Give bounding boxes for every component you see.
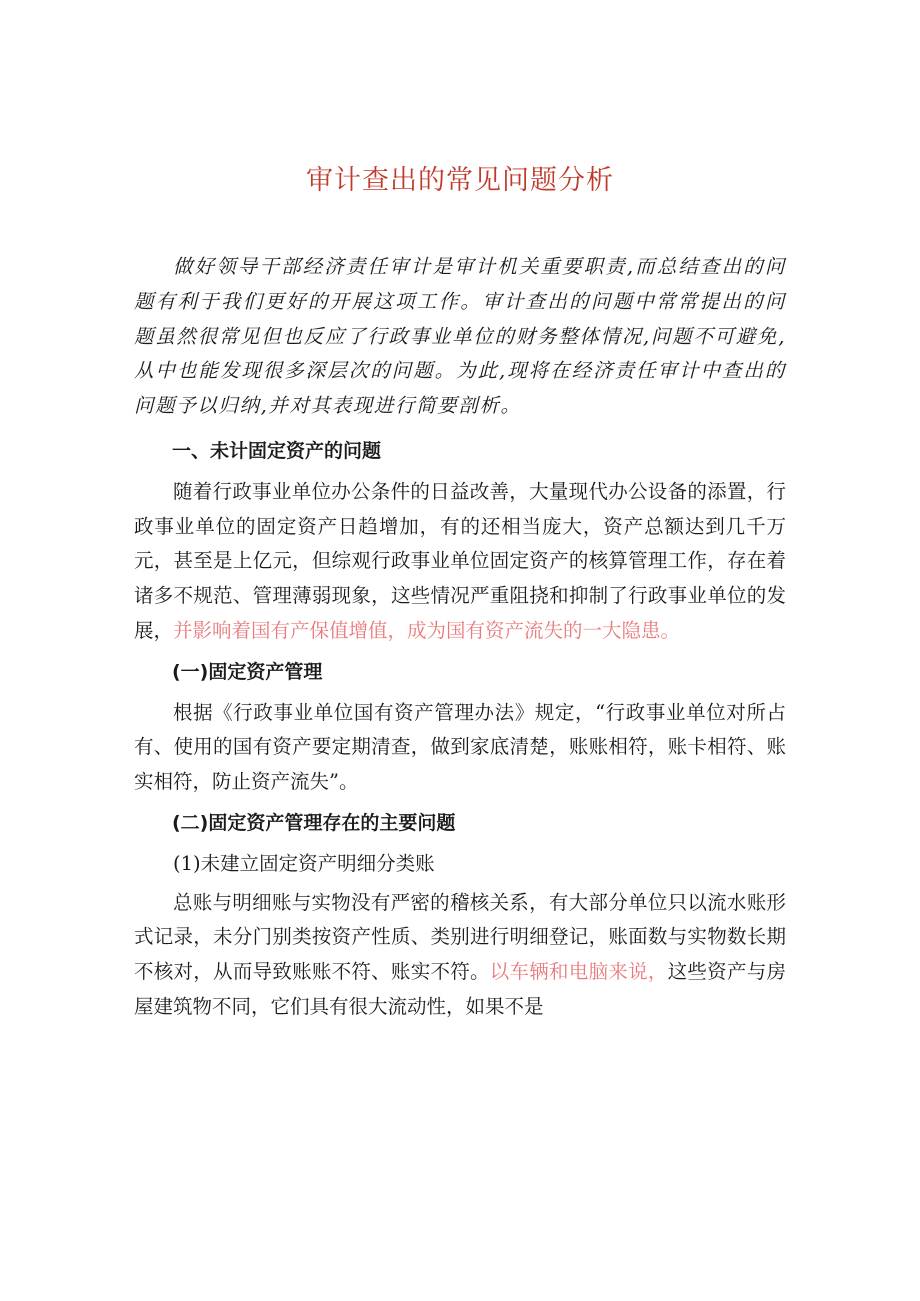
subsection-1-paragraph: 根据《行政事业单位国有资产管理办法》规定，“行政事业单位对所占有、使用的国有资产要定期清查，做到家底清楚，账账相符，账卡相符、账实相符，防止资产流失”。	[134, 700, 786, 794]
item-1-heading: (1)未建立固定资产明细分类账	[173, 851, 435, 875]
item-1-highlight: 以车辆和电脑来说，	[489, 960, 668, 984]
item-1-tail: 这些资产与房屋建筑物不同，它们具有很大流动性，如果不是	[134, 960, 786, 1018]
document-body	[134, 250, 786, 1029]
section-1-text: 随着行政事业单位办公条件的日益改善，大量现代办公设备的添置，行政事业单位的固定资产日趋增加，有的还相当庞大，资产总额达到几千万元，甚至是上亿元，但综观行政事业单位固定资产的核算管理工作，存在着诸多不规范、管理薄弱现象，这些情况严重阻挠和抑制了行政事业单位的发展，	[134, 479, 786, 642]
subsection-1-heading: (一)固定资产管理	[172, 660, 323, 683]
intro-paragraph: 做好领导干部经济责任审计是审计机关重要职责,而总结查出的问题有利于我们更好的开展这项工作。审计查出的问题中常常提出的问题虽然很常见但也反应了行政事业单位的财务整体情况,问题不可避免,从中也能发现很多深层次的问题。为此,现将在经济责任审计中查出的问题予以归纳,并对其表现进行简要剖析。	[134, 255, 786, 418]
subsection-2-heading: (二)固定资产管理存在的主要问题	[172, 811, 456, 834]
section-1-highlight: 并影响着国有产保值增值，成为国有资产流失的一大隐患。	[173, 618, 681, 642]
document-title: 审计查出的常见问题分析	[306, 165, 614, 196]
section-1-heading: 一、未计固定资产的问题	[172, 439, 382, 462]
section-1-paragraph	[134, 475, 786, 649]
item-1-text: 总账与明细账与实物没有严密的稽核关系，有大部分单位只以流水账形式记录，未分门别类按资产性质、类别进行明细登记，账面数与实物数长期不核对，从而导致账账不符、账实不符。	[134, 890, 786, 984]
item-1-paragraph	[134, 886, 786, 1025]
